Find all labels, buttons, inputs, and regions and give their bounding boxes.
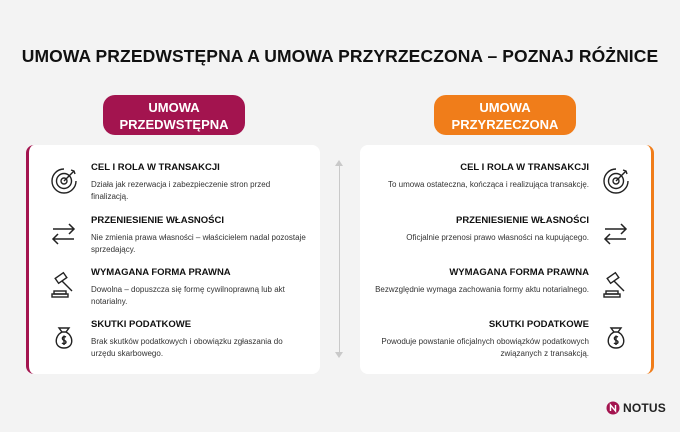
left-text-goal: Działa jak rezerwacja i zabezpieczenie stron przed finalizacją. — [91, 180, 271, 201]
left-text-ownership: Nie zmienia prawa własności – właścicielem nadal pozostaje sprzedający. — [91, 233, 306, 254]
right-pill-line2: PRZYRZECZONA — [451, 117, 559, 132]
left-text-tax: Brak skutków podatkowych i obowiązku zgłaszania do urzędu skarbowego. — [91, 337, 283, 358]
left-pill-label — [103, 95, 245, 135]
right-section-tax — [360, 319, 651, 373]
page-title: UMOWA PRZEDWSTĘPNA A UMOWA PRZYRZECZONA – POZNAJ RÓŻNICE — [21, 46, 659, 66]
right-heading-tax: SKUTKI PODATKOWE — [488, 319, 589, 330]
right-section-form — [360, 267, 651, 321]
notus-logo-text: NOTUS — [623, 401, 666, 415]
right-section-ownership — [360, 215, 651, 269]
notus-logo-icon — [606, 401, 620, 415]
right-text-form: Bezwzględnie wymaga zachowania formy aktu notarialnego. — [375, 285, 589, 294]
left-section-tax — [29, 319, 320, 373]
notus-logo — [606, 400, 666, 416]
left-section-form — [29, 267, 320, 321]
right-text-tax: Powoduje powstanie oficjalnych obowiązków podatkowych związanych z transakcją. — [381, 337, 589, 358]
left-pill-line1: UMOWA — [148, 100, 200, 115]
right-card — [360, 145, 654, 374]
left-heading-ownership: PRZENIESIENIE WŁASNOŚCI — [91, 215, 225, 226]
right-section-goal — [360, 162, 651, 216]
money-bag-icon — [47, 321, 81, 355]
right-heading-ownership: PRZENIESIENIE WŁASNOŚCI — [455, 215, 589, 226]
right-heading-form: WYMAGANA FORMA PRAWNA — [449, 267, 589, 278]
money-bag-icon — [599, 321, 633, 355]
center-divider — [339, 164, 340, 354]
left-heading-tax: SKUTKI PODATKOWE — [91, 319, 192, 330]
target-icon — [47, 164, 81, 198]
left-section-goal — [29, 162, 320, 216]
right-heading-goal: CEL I ROLA W TRANSAKCJI — [460, 162, 589, 173]
left-pill-line2: PRZEDWSTĘPNA — [119, 117, 229, 132]
right-pill-label — [434, 95, 576, 135]
gavel-icon — [47, 269, 81, 303]
exchange-arrows-icon — [599, 217, 633, 251]
gavel-icon — [599, 269, 633, 303]
left-heading-goal: CEL I ROLA W TRANSAKCJI — [91, 162, 220, 173]
right-pill-line1: UMOWA — [479, 100, 531, 115]
exchange-arrows-icon — [47, 217, 81, 251]
divider-arrow-down-icon — [335, 352, 343, 358]
left-section-ownership — [29, 215, 320, 269]
divider-arrow-up-icon — [335, 160, 343, 166]
right-text-goal: To umowa ostateczna, kończąca i realizująca transakcję. — [388, 180, 589, 189]
right-text-ownership: Oficjalnie przenosi prawo własności na kupującego. — [406, 233, 589, 242]
left-card — [26, 145, 320, 374]
left-text-form: Dowolna – dopuszcza się formę cywilnoprawną lub akt notarialny. — [91, 285, 285, 306]
left-heading-form: WYMAGANA FORMA PRAWNA — [91, 267, 231, 278]
target-icon — [599, 164, 633, 198]
